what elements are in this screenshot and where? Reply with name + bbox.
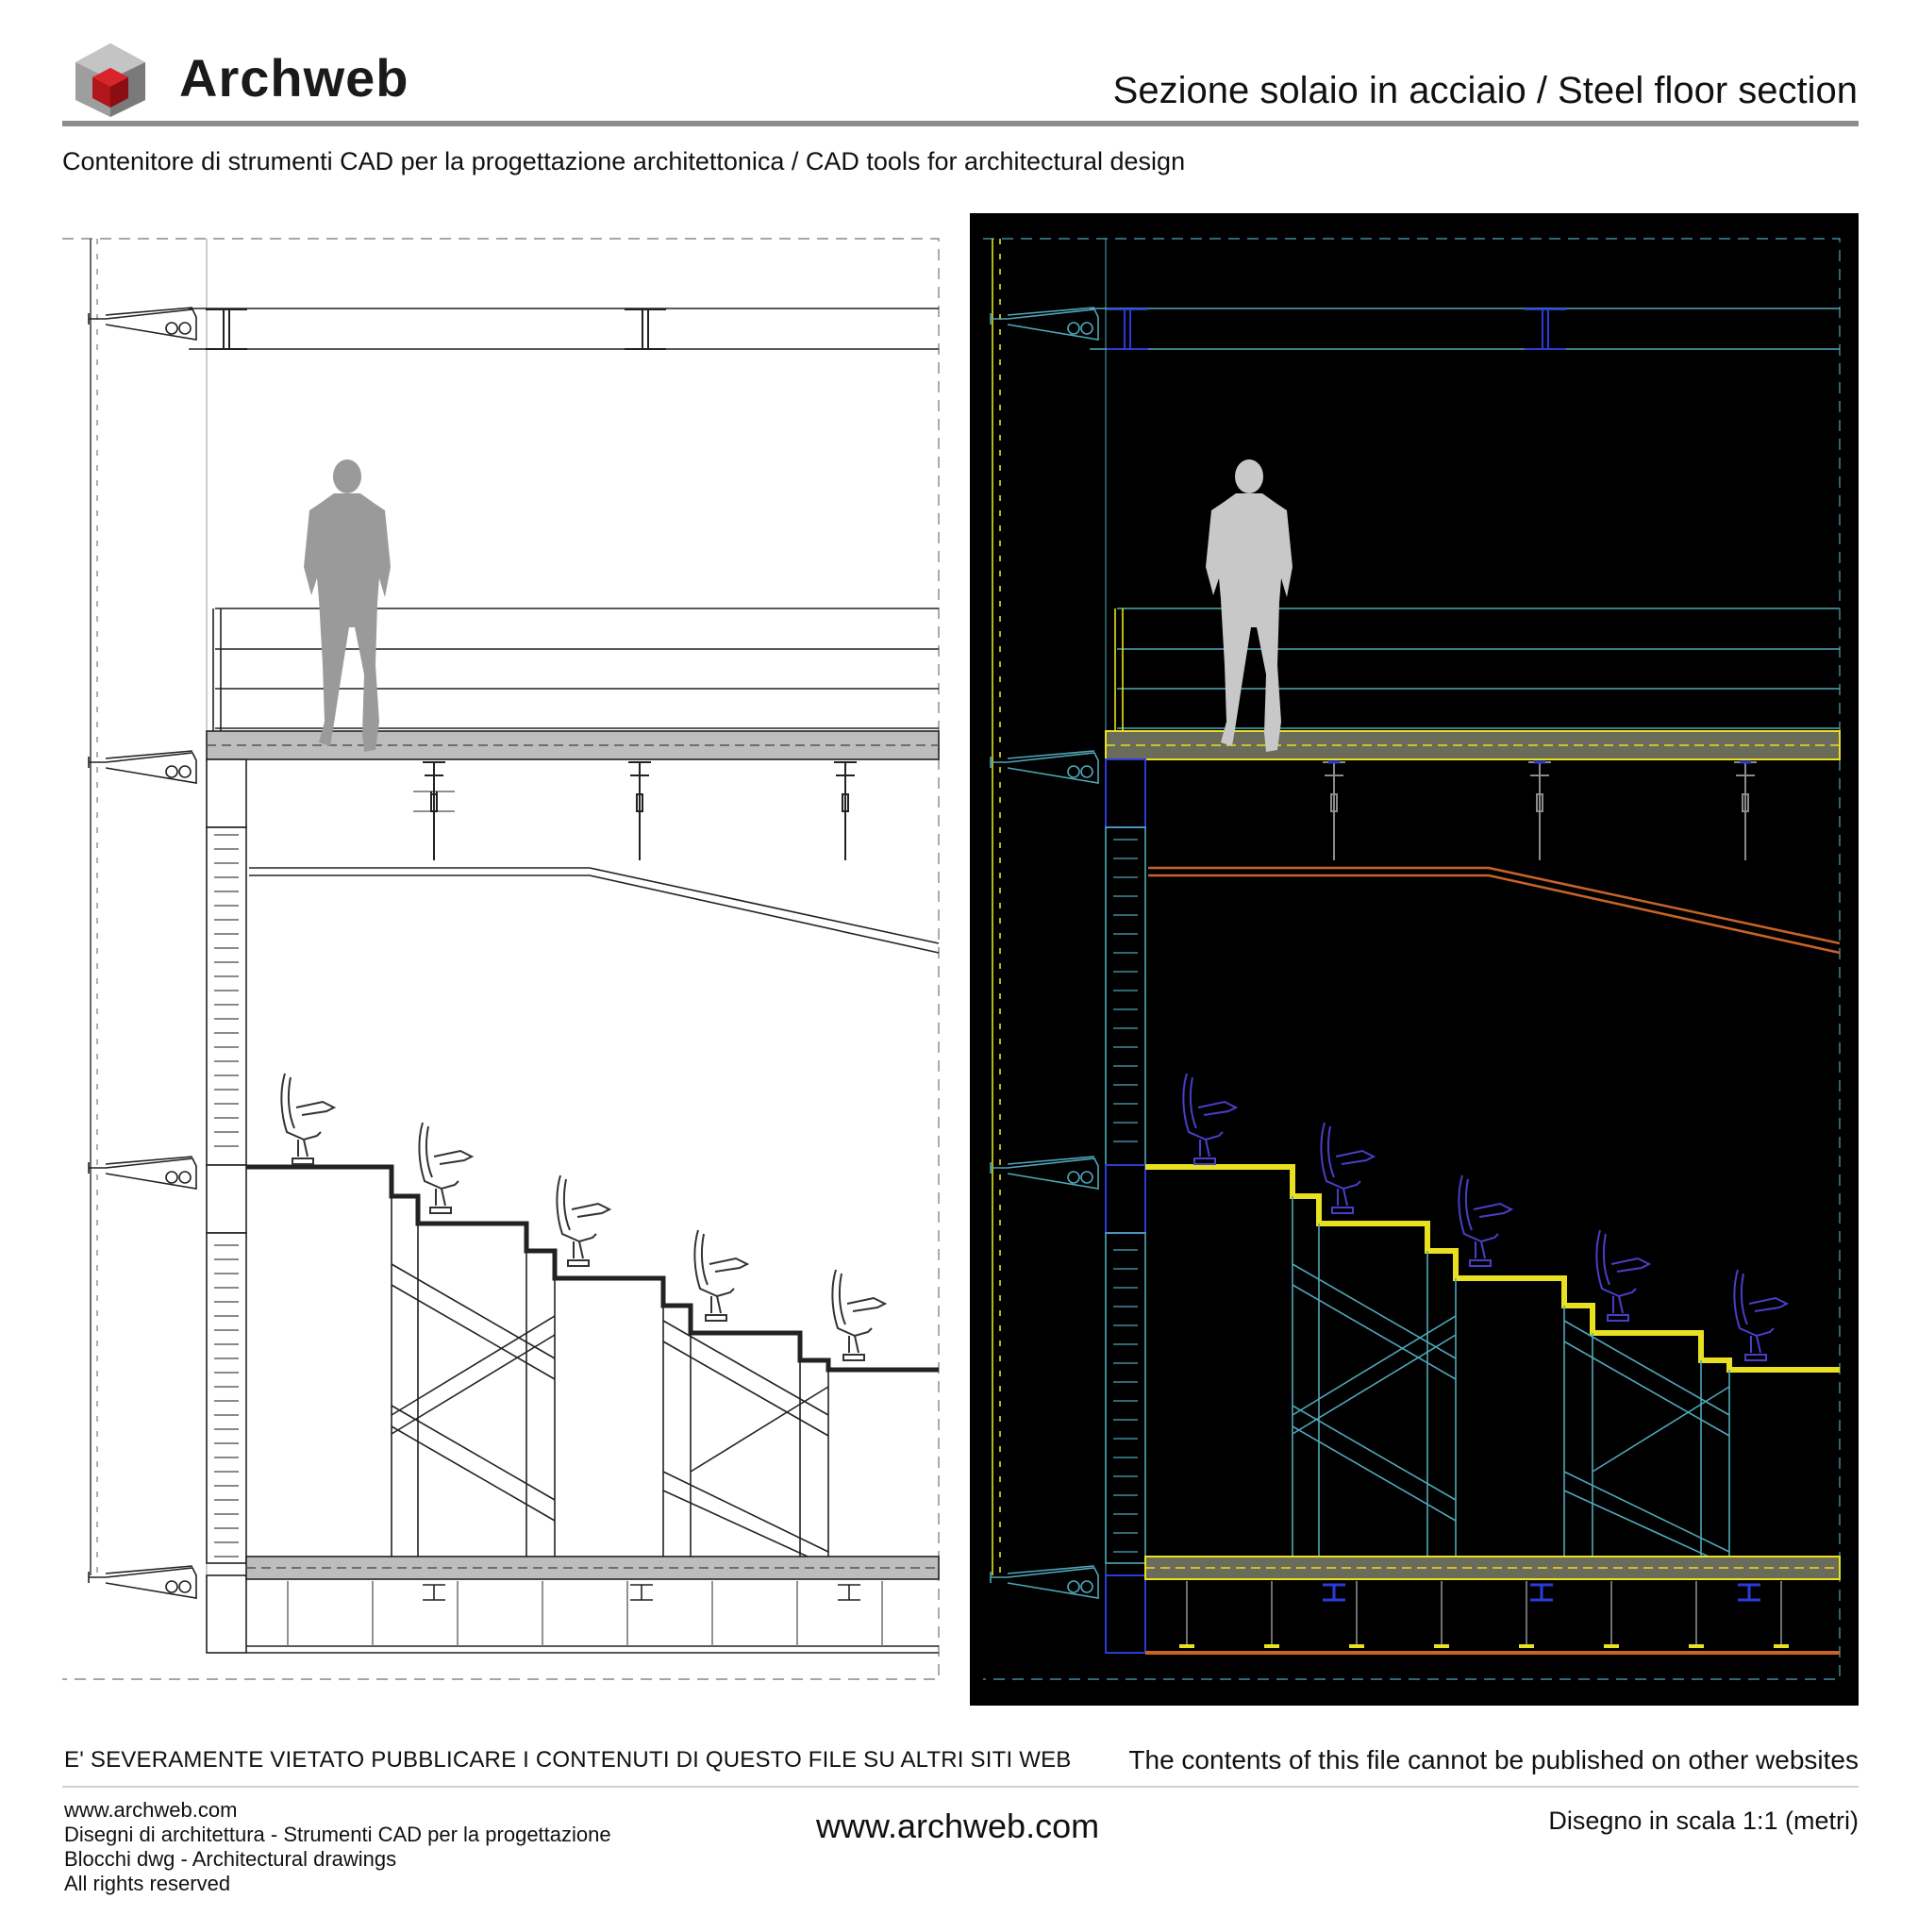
footer-info-rights: All rights reserved	[64, 1872, 231, 1895]
footer-info-website[interactable]: www.archweb.com	[64, 1798, 238, 1822]
footer-website-link[interactable]: www.archweb.com	[816, 1807, 1100, 1845]
drawing-scale: Disegno in scala 1:1 (metri)	[1548, 1807, 1859, 1835]
brand-name: Archweb	[179, 48, 409, 108]
notice-english: The contents of this file cannot be published on other websites	[1128, 1745, 1859, 1774]
footer-info-drawings: Disegni di architettura - Strumenti CAD per la progettazione	[64, 1823, 611, 1846]
page-title: Sezione solaio in acciaio / Steel floor section	[1112, 70, 1858, 111]
notice-italian: E' SEVERAMENTE VIETATO PUBBLICARE I CONTENUTI DI QUESTO FILE SU ALTRI SITI WEB	[64, 1747, 1072, 1773]
footer-divider	[62, 1786, 1859, 1788]
page-subtitle: Contenitore di strumenti CAD per la progettazione architettonica / CAD tools for architectural design	[62, 147, 1186, 175]
footer-info-blocks: Blocchi dwg - Architectural drawings	[64, 1847, 397, 1871]
